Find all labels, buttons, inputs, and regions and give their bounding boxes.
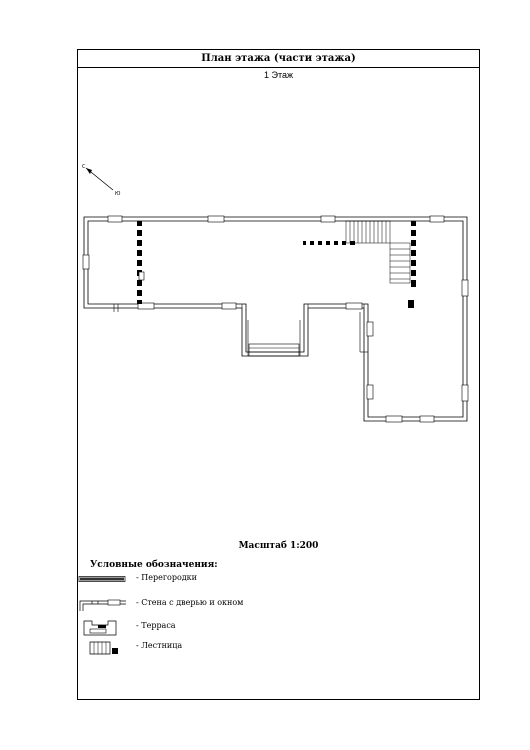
floor-label: 1 Этаж <box>263 70 294 80</box>
sheet-title: План этажа (части этажа) <box>78 50 479 68</box>
legend-item-partition <box>78 573 378 590</box>
floor-plan <box>78 50 481 530</box>
legend-label: - Лестница <box>136 641 183 650</box>
legend-item-stairs <box>78 640 378 656</box>
terrace <box>248 320 300 356</box>
staircase-icon <box>78 640 122 656</box>
legend-label: - Перегородки <box>136 573 198 582</box>
internal-walls <box>114 304 368 352</box>
partition-icon <box>78 576 126 582</box>
compass-north-label: С <box>82 164 86 170</box>
legend-label: - Терраса <box>136 621 176 630</box>
staircase <box>346 221 410 283</box>
legend-item-terrace <box>78 619 378 637</box>
compass-south-label: Ю <box>115 191 121 197</box>
legend-item-wall <box>78 597 378 613</box>
compass-icon <box>82 164 121 197</box>
drawing-sheet <box>77 49 480 700</box>
wall-door-window-icon <box>78 597 128 611</box>
terrace-icon <box>78 619 122 637</box>
scale-label: Масштаб 1:200 <box>238 541 319 551</box>
legend-title: Условные обозначения: <box>90 560 218 570</box>
legend-label: - Стена с дверью и окном <box>136 598 244 607</box>
